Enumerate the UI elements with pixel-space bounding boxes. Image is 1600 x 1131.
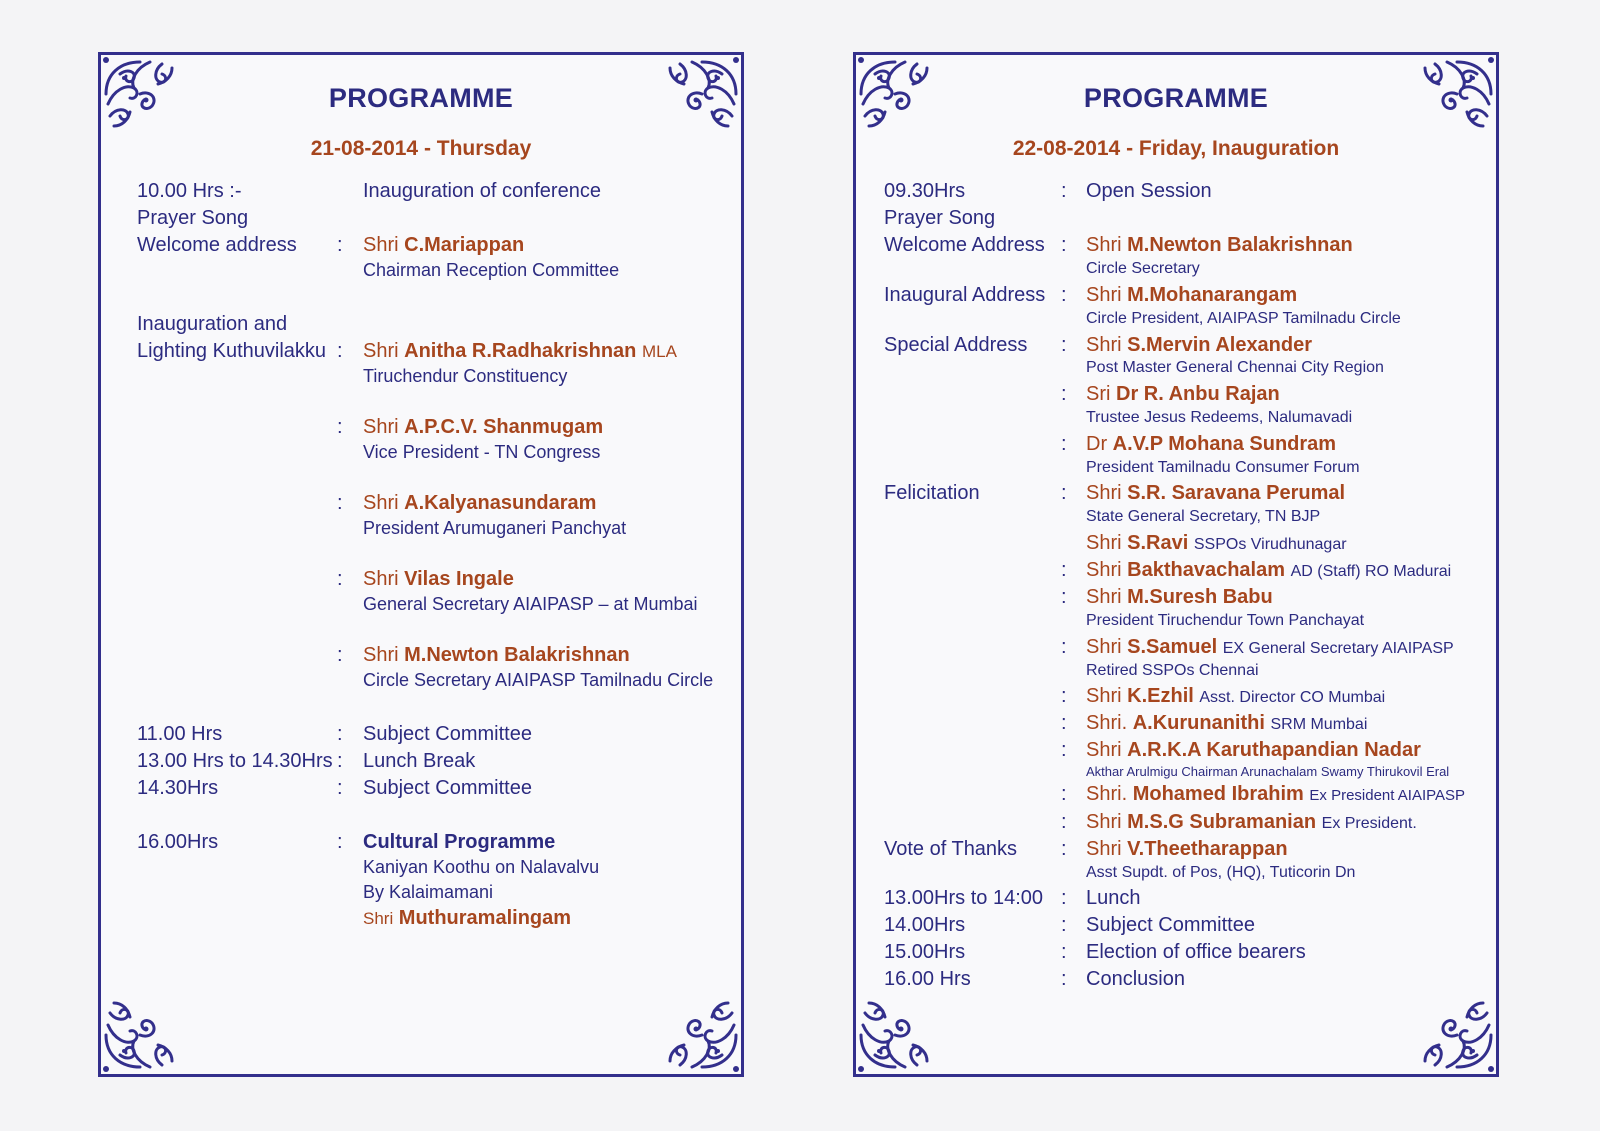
speaker-name: Shri. A.Kurunanithi SRM Mumbai xyxy=(1086,712,1368,734)
speaker-designation: Tiruchendur Constituency xyxy=(363,366,568,386)
colon: : xyxy=(1061,838,1067,860)
page-title: PROGRAMME xyxy=(1083,83,1269,113)
speaker-name: Shri M.Suresh Babu xyxy=(1086,586,1273,608)
colon: : xyxy=(1061,887,1067,909)
event-label: Inauguration and xyxy=(137,313,288,335)
speaker-name: Shri Muthuramalingam xyxy=(363,907,572,929)
event-text: Subject Committee xyxy=(363,777,532,799)
colon: : xyxy=(1061,433,1067,455)
speaker-name: Shri S.Mervin Alexander xyxy=(1086,334,1313,356)
date-heading: 21-08-2014 - Thursday xyxy=(310,137,532,160)
speaker-name: Shri M.S.G Subramanian Ex President. xyxy=(1086,811,1417,833)
corner-ornament-icon xyxy=(100,997,178,1075)
event-label: Welcome Address xyxy=(884,234,1045,256)
colon: : xyxy=(1061,180,1067,202)
colon: : xyxy=(1061,712,1067,734)
corner-ornament-icon xyxy=(1419,997,1497,1075)
speaker-name: Shri. Mohamed Ibrahim Ex President AIAIPASP xyxy=(1086,783,1466,805)
speaker-name: Dr A.V.P Mohana Sundram xyxy=(1086,433,1337,455)
event-label: Welcome address xyxy=(137,234,297,256)
colon: : xyxy=(1061,914,1067,936)
colon: : xyxy=(1061,941,1067,963)
event-text: Election of office bearers xyxy=(1086,941,1306,963)
speaker-name: Shri S.Ravi SSPOs Virudhunagar xyxy=(1086,532,1347,554)
programme-card-day2 xyxy=(853,52,1499,1077)
speaker-designation: General Secretary AIAIPASP – at Mumbai xyxy=(363,594,698,614)
colon: : xyxy=(1061,811,1067,833)
speaker-name: Shri M.Mohanarangam xyxy=(1086,284,1298,306)
speaker-name: Shri M.Newton Balakrishnan xyxy=(363,644,630,666)
speaker-name: Shri C.Mariappan xyxy=(363,234,525,256)
colon: : xyxy=(1061,482,1067,504)
colon: : xyxy=(337,492,343,514)
speaker-designation: Trustee Jesus Redeems, Nalumavadi xyxy=(1086,409,1353,426)
colon: : xyxy=(1061,284,1067,306)
colon: : xyxy=(337,340,343,362)
speaker-designation: Circle President, AIAIPASP Tamilnadu Circle xyxy=(1086,310,1401,327)
colon: : xyxy=(1061,783,1067,805)
date-heading: 22-08-2014 - Friday, Inauguration xyxy=(1012,137,1340,160)
corner-ornament-icon xyxy=(855,997,933,1075)
event-text: Lunch xyxy=(1086,887,1141,909)
colon: : xyxy=(337,416,343,438)
page-title: PROGRAMME xyxy=(328,83,514,113)
time-label: 14.00Hrs xyxy=(884,914,966,936)
speaker-name: Shri S.Samuel EX General Secretary AIAIPASP xyxy=(1086,636,1454,658)
event-text: Lunch Break xyxy=(363,750,476,772)
event-label: Vote of Thanks xyxy=(884,838,1018,860)
event-label: Special Address xyxy=(884,334,1028,356)
event-text: Subject Committee xyxy=(363,723,532,745)
programme-card-day1 xyxy=(98,52,744,1077)
event-text: Subject Committee xyxy=(1086,914,1255,936)
speaker-designation: Asst Supdt. of Pos, (HQ), Tuticorin Dn xyxy=(1086,864,1356,881)
corner-ornament-icon xyxy=(664,997,742,1075)
colon: : xyxy=(1061,334,1067,356)
event-label: Prayer Song xyxy=(137,207,249,229)
event-text: Conclusion xyxy=(1086,968,1185,990)
speaker-name: Shri S.R. Saravana Perumal xyxy=(1086,482,1346,504)
time-label: 13.00 Hrs to 14.30Hrs xyxy=(137,750,333,772)
event-text: Open Session xyxy=(1086,180,1212,202)
event-detail: Kaniyan Koothu on Nalavalvu xyxy=(363,857,600,877)
time-label: 10.00 Hrs :- xyxy=(137,180,242,202)
colon: : xyxy=(337,234,343,256)
time-label: 16.00Hrs xyxy=(137,831,219,853)
speaker-name: Shri A.R.K.A Karuthapandian Nadar xyxy=(1086,739,1421,761)
speaker-designation: State General Secretary, TN BJP xyxy=(1086,508,1321,525)
event-detail: By Kalaimamani xyxy=(363,882,494,902)
event-text: Cultural Programme xyxy=(363,831,556,853)
time-label: 11.00 Hrs xyxy=(137,723,223,745)
colon: : xyxy=(337,750,343,772)
speaker-designation: Retired SSPOs Chennai xyxy=(1086,662,1259,679)
colon: : xyxy=(1061,586,1067,608)
speaker-name: Shri A.Kalyanasundaram xyxy=(363,492,597,514)
speaker-name: Shri Vilas Ingale xyxy=(363,568,514,590)
speaker-name: Shri K.Ezhil Asst. Director CO Mumbai xyxy=(1086,685,1386,707)
speaker-designation: Post Master General Chennai City Region xyxy=(1086,359,1384,376)
event-label: Prayer Song xyxy=(884,207,996,229)
colon: : xyxy=(1061,739,1067,761)
speaker-name: Shri Anitha R.Radhakrishnan MLA xyxy=(363,340,677,362)
colon: : xyxy=(1061,685,1067,707)
speaker-name: Shri A.P.C.V. Shanmugam xyxy=(363,416,604,438)
colon: : xyxy=(1061,234,1067,256)
speaker-designation: President Tamilnadu Consumer Forum xyxy=(1086,459,1360,476)
time-label: 16.00 Hrs xyxy=(884,968,971,990)
time-label: 14.30Hrs xyxy=(137,777,219,799)
speaker-designation: Akthar Arulmigu Chairman Arunachalam Swamy Thirukovil Eral xyxy=(1086,764,1450,779)
colon: : xyxy=(1061,383,1067,405)
speaker-designation: Chairman Reception Committee xyxy=(363,260,620,280)
speaker-name: Shri Bakthavachalam AD (Staff) RO Madurai xyxy=(1086,559,1452,581)
colon: : xyxy=(1061,559,1067,581)
colon: : xyxy=(1061,636,1067,658)
speaker-designation: Vice President - TN Congress xyxy=(363,442,601,462)
event-label: Felicitation xyxy=(884,482,980,504)
colon: : xyxy=(1061,968,1067,990)
time-label: 13.00Hrs to 14:00 xyxy=(884,887,1043,909)
colon: : xyxy=(337,723,343,745)
speaker-designation: Circle Secretary xyxy=(1086,260,1200,277)
colon: : xyxy=(337,568,343,590)
time-label: 09.30Hrs xyxy=(884,180,966,202)
colon: : xyxy=(337,644,343,666)
speaker-designation: President Arumuganeri Panchyat xyxy=(363,518,627,538)
speaker-name: Shri M.Newton Balakrishnan xyxy=(1086,234,1353,256)
event-label: Lighting Kuthuvilakku xyxy=(137,340,327,362)
colon: : xyxy=(337,831,343,853)
speaker-name: Shri V.Theetharappan xyxy=(1086,838,1288,860)
event-text: Inauguration of conference xyxy=(363,180,601,202)
speaker-designation: Circle Secretary AIAIPASP Tamilnadu Circle xyxy=(363,670,714,690)
time-label: 15.00Hrs xyxy=(884,941,966,963)
speaker-designation: President Tiruchendur Town Panchayat xyxy=(1086,612,1365,629)
speaker-name: Sri Dr R. Anbu Rajan xyxy=(1086,383,1280,405)
colon: : xyxy=(337,777,343,799)
event-label: Inaugural Address xyxy=(884,284,1046,306)
